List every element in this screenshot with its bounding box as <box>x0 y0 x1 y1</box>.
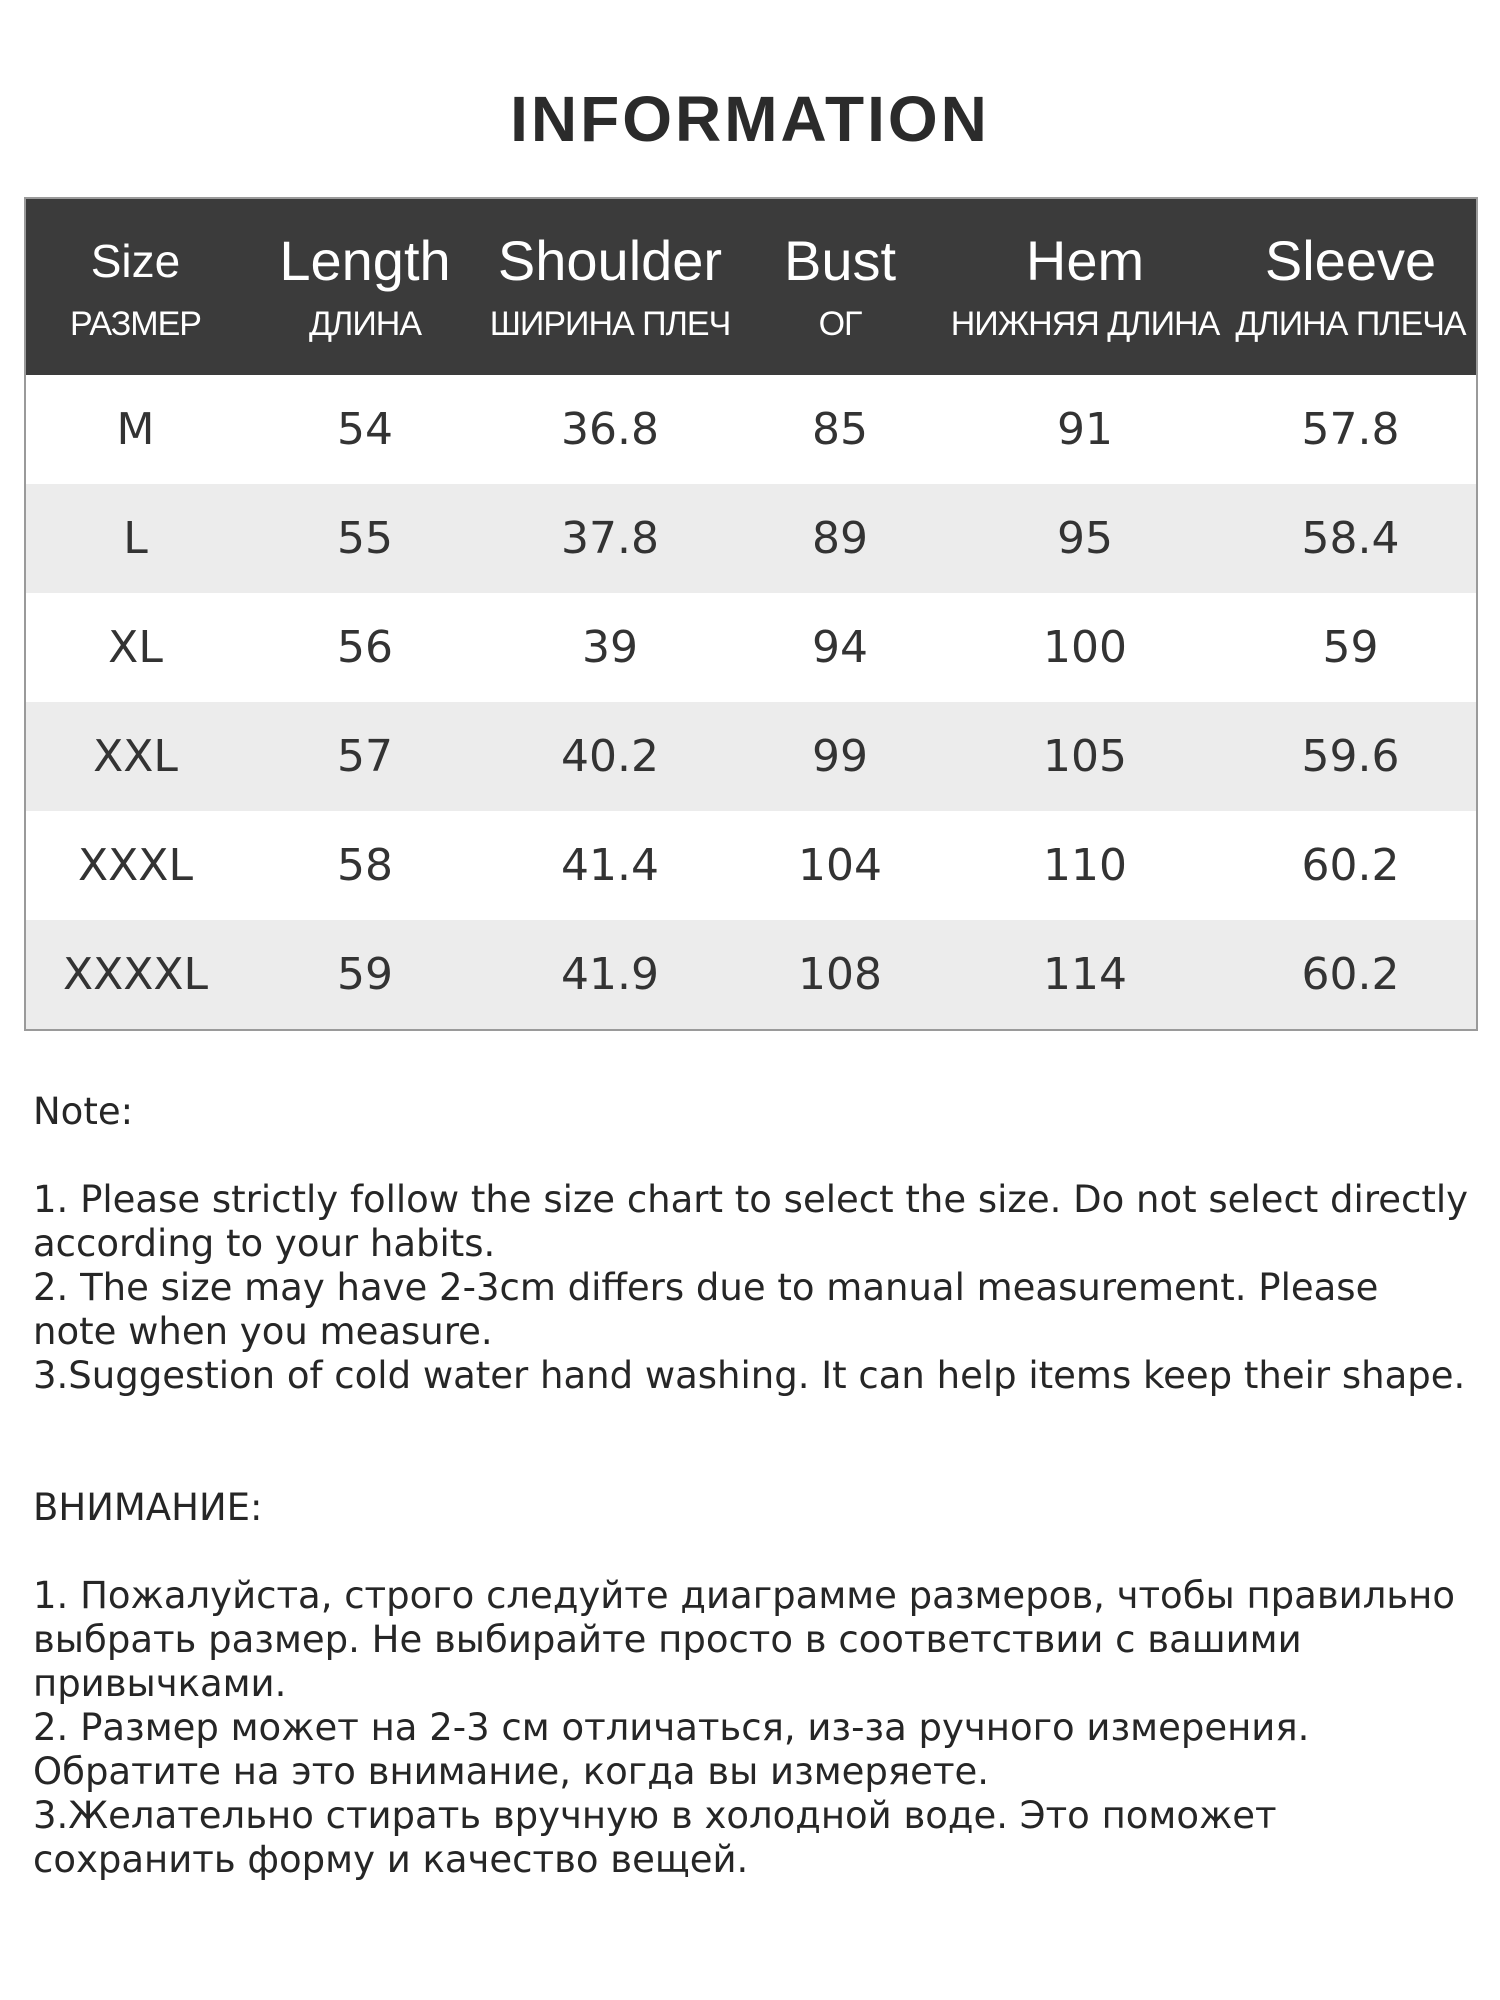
notes-section <box>33 1090 1473 1882</box>
header-shoulder <box>485 198 735 375</box>
cell-length: 58 <box>245 811 485 920</box>
cell-size: XXL <box>25 702 245 811</box>
table-header-row <box>25 198 1477 375</box>
cell-sleeve: 60.2 <box>1225 920 1477 1030</box>
cell-shoulder: 41.9 <box>485 920 735 1030</box>
cell-hem: 95 <box>945 484 1225 593</box>
table-row <box>25 484 1477 593</box>
page-title: INFORMATION <box>510 83 990 155</box>
size-chart-table <box>24 197 1478 1031</box>
cell-shoulder: 37.8 <box>485 484 735 593</box>
cell-shoulder: 41.4 <box>485 811 735 920</box>
note-ru-item: 3.Желательно стирать вручную в холодной воде. Это поможет сохранить форму и качество вещей. <box>33 1794 1277 1881</box>
cell-length: 55 <box>245 484 485 593</box>
cell-bust: 94 <box>735 593 945 702</box>
cell-bust: 108 <box>735 920 945 1030</box>
table-row <box>25 811 1477 920</box>
cell-hem: 110 <box>945 811 1225 920</box>
header-length-ru: ДЛИНА <box>308 305 421 343</box>
header-bust-ru: ОГ <box>818 305 862 343</box>
cell-size: XL <box>25 593 245 702</box>
table-row <box>25 920 1477 1030</box>
note-ru-heading: ВНИМАНИЕ: <box>33 1486 263 1529</box>
cell-length: 54 <box>245 375 485 484</box>
header-shoulder-ru: ШИРИНА ПЛЕЧ <box>489 305 731 343</box>
header-sleeve-en: Sleeve <box>1264 229 1437 292</box>
note-en-item: 1. Please strictly follow the size chart to select the size. Do not select directly according to your habits. <box>33 1178 1469 1265</box>
header-length <box>245 198 485 375</box>
cell-bust: 104 <box>735 811 945 920</box>
header-size-ru: РАЗМЕР <box>70 305 201 343</box>
header-sleeve-ru: ДЛИНА ПЛЕЧА <box>1235 305 1466 343</box>
note-en-item: 3.Suggestion of cold water hand washing. It can help items keep their shape. <box>33 1354 1466 1397</box>
header-size <box>25 198 245 375</box>
notes-spacer <box>33 1398 1473 1486</box>
note-ru-item: 2. Размер может на 2-3 см отличаться, из-за ручного измерения. Обратите на это внимание, когда вы измеряете. <box>33 1706 1310 1793</box>
table-row <box>25 593 1477 702</box>
cell-bust: 99 <box>735 702 945 811</box>
note-en-item: 2. The size may have 2-3cm differs due to manual measurement. Please note when you measure. <box>33 1266 1379 1353</box>
cell-length: 59 <box>245 920 485 1030</box>
note-ru-item: 1. Пожалуйста, строго следуйте диаграмме размеров, чтобы правильно выбрать размер. Не выбирайте просто в соответствии с вашими привычками. <box>33 1574 1455 1705</box>
cell-length: 57 <box>245 702 485 811</box>
cell-sleeve: 59.6 <box>1225 702 1477 811</box>
cell-hem: 114 <box>945 920 1225 1030</box>
cell-size: L <box>25 484 245 593</box>
cell-shoulder: 36.8 <box>485 375 735 484</box>
cell-size: M <box>25 375 245 484</box>
cell-sleeve: 57.8 <box>1225 375 1477 484</box>
header-hem <box>945 198 1225 375</box>
cell-size: XXXXL <box>25 920 245 1030</box>
header-bust <box>735 198 945 375</box>
cell-sleeve: 60.2 <box>1225 811 1477 920</box>
header-shoulder-en: Shoulder <box>497 229 723 292</box>
cell-sleeve: 58.4 <box>1225 484 1477 593</box>
cell-length: 56 <box>245 593 485 702</box>
table-row <box>25 702 1477 811</box>
cell-sleeve: 59 <box>1225 593 1477 702</box>
header-sleeve <box>1225 198 1477 375</box>
cell-shoulder: 39 <box>485 593 735 702</box>
note-en-heading: Note: <box>33 1090 134 1133</box>
table-row <box>25 375 1477 484</box>
cell-size: XXXL <box>25 811 245 920</box>
header-bust-en: Bust <box>783 229 897 292</box>
header-hem-ru: НИЖНЯЯ ДЛИНА <box>950 305 1220 343</box>
cell-hem: 100 <box>945 593 1225 702</box>
header-length-en: Length <box>279 229 451 292</box>
cell-hem: 105 <box>945 702 1225 811</box>
cell-bust: 89 <box>735 484 945 593</box>
header-size-en: Size <box>90 235 181 287</box>
cell-bust: 85 <box>735 375 945 484</box>
cell-hem: 91 <box>945 375 1225 484</box>
cell-shoulder: 40.2 <box>485 702 735 811</box>
header-hem-en: Hem <box>1025 229 1145 292</box>
